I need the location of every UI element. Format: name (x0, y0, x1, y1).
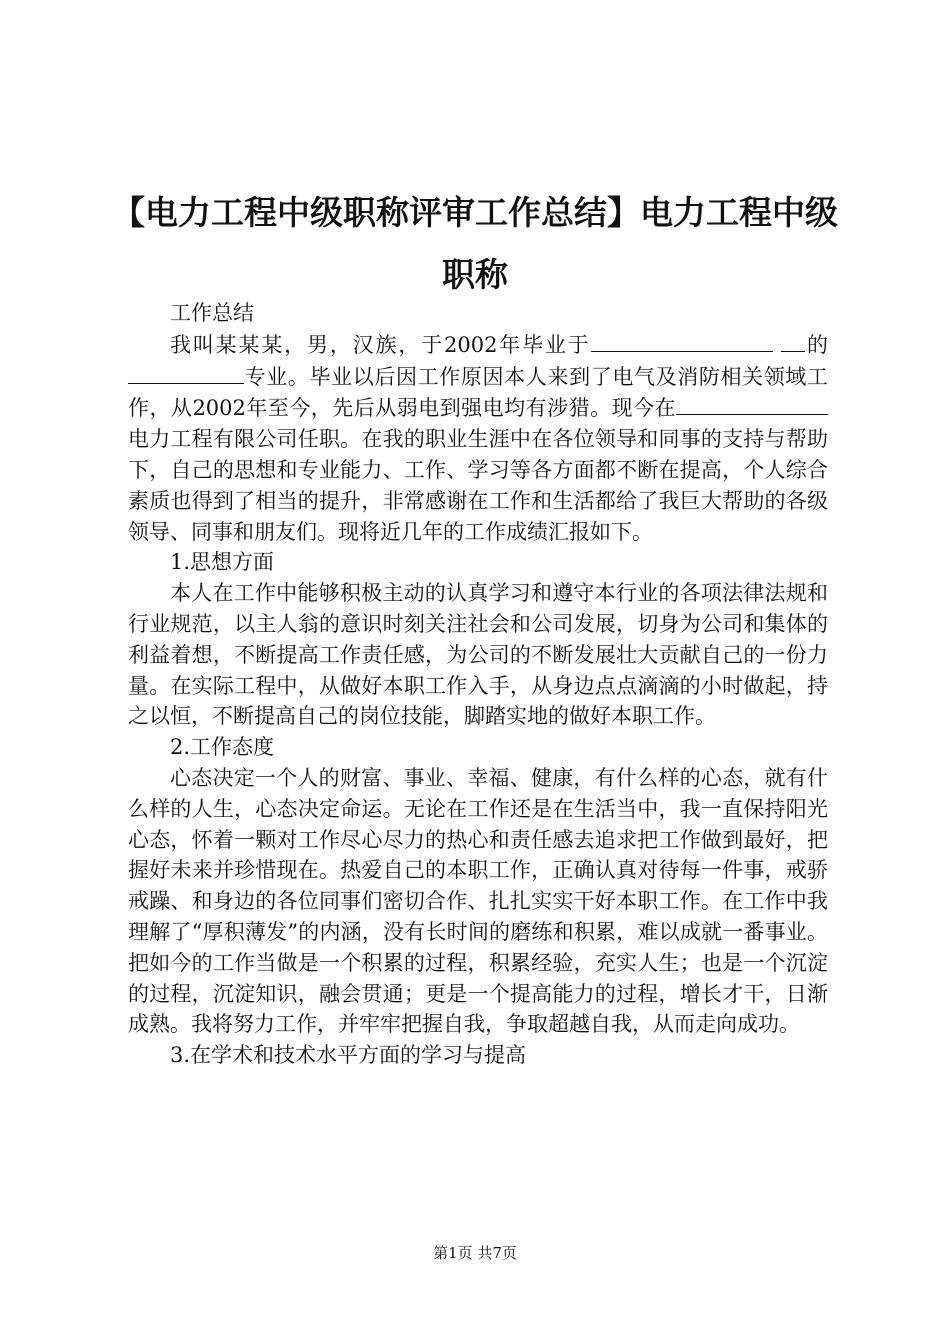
page-footer: 第1页 共7页 (433, 1244, 517, 1262)
document-body (128, 298, 828, 1071)
intro-text-3: 专业。毕业以后因工作原因本人来到了电气及消防相关领域工作，从2002年至今，先后从弱电到强电均有涉猎。现今在 (128, 364, 828, 421)
thought-paragraph: 本人在工作中能够积极主动的认真学习和遵守本行业的各项法律法规和行业规范，以主人翁的意识时刻关注社会和公司发展，切身为公司和集体的利益着想，不断提高工作责任感，为公司的不断发展壮大贡献自己的一份力量。在实际工程中，从做好本职工作入手，从身边点点滴滴的小时做起，持之以恒，不断提高自己的岗位技能，脚踏实地的做好本职工作。 (128, 581, 828, 729)
blank-school-field (591, 329, 773, 352)
document-title: 【电力工程中级职称评审工作总结】电力工程中级职称 (112, 193, 838, 294)
section-heading-attitude: 2.工作态度 (170, 735, 275, 760)
intro-paragraph (128, 329, 828, 548)
section-label-summary: 工作总结 (170, 301, 254, 325)
blank-school-field-cont (781, 329, 805, 352)
section-heading-thought: 1.思想方面 (170, 550, 275, 575)
blank-company-field (676, 392, 828, 415)
section-heading-academic: 3.在学术和技术水平方面的学习与提高 (170, 1043, 527, 1068)
intro-text-2: 的 (805, 332, 828, 357)
attitude-paragraph: 心态决定一个人的财富、事业、幸福、健康，有什么样的心态，就有什么样的人生，心态决定命运。无论在工作还是在生活当中，我一直保持阳光心态，怀着一颗对工作尽心尽力的热心和责任感去追求把工作做到最好，把握好未来并珍惜现在。热爱自己的本职工作，正确认真对待每一件事，戒骄戒躁、和身边的各位同事们密切合作、扎扎实实干好本职工作。在工作中我理解了“厚积薄发”的内涵，没有长时间的磨练和积累，难以成就一番事业。把如今的工作当做是一个积累的过程，积累经验，充实人生；也是一个沉淀的过程，沉淀知识，融会贯通；更是一个提高能力的过程，增长才干，日渐成熟。我将努力工作，并牢牢把握自我，争取超越自我，从而走向成功。 (128, 765, 828, 1037)
intro-text-1: 我叫某某某，男，汉族，于2002年毕业于 (170, 332, 591, 357)
intro-text-4: 电力工程有限公司任职。在我的职业生涯中在各位领导和同事的支持与帮助下，自己的思想和专业能力、工作、学习等各方面都不断在提高，个人综合素质也得到了相当的提升，非常感谢在工作和生活都给了我巨大帮助的各级领导、同事和朋友们。现将近几年的工作成绩汇报如下。 (128, 427, 828, 544)
blank-major-field (128, 361, 244, 384)
